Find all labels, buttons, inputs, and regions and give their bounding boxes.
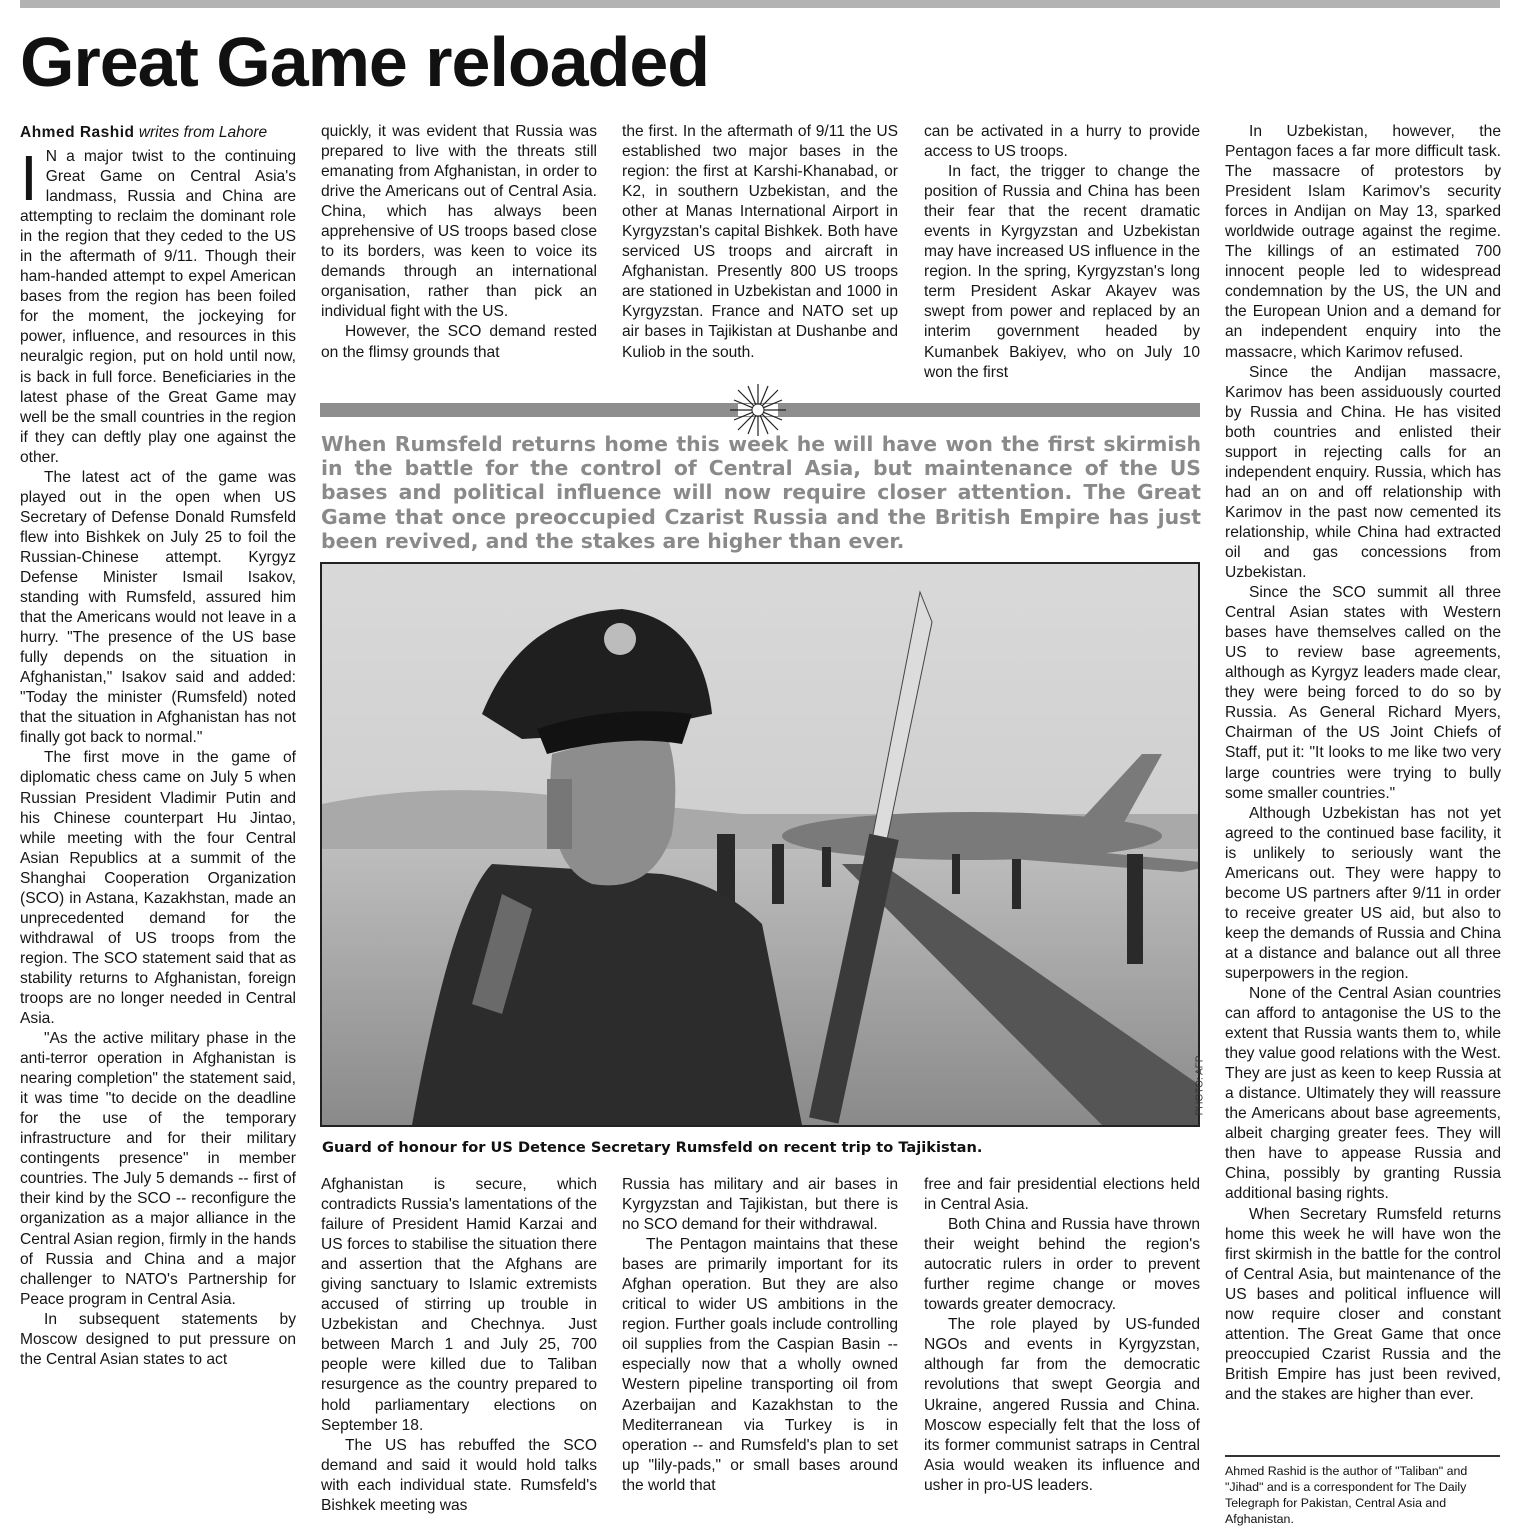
news-photo [320,562,1200,1127]
paragraph: None of the Central Asian countries can afford to antagonise the US to the extent that Russia wants them to, while they value good relations with the West. They are just as keen to keep Russia at a distance. Ultimately they will reassure the Americans about base agreements, albeit charging greater fees. They will then have to appease Russia and China, possibly by granting Russia additional basing rights. [1225,985,1501,1203]
column-4-bottom [924,1175,1200,1496]
top-rule [20,0,1500,8]
column-2-top [321,122,597,363]
paragraph: The role played by US-funded NGOs and events in Kyrgyzstan, although far from the democratic revolutions that swept Georgia and Ukraine, angered Russia and China. Moscow especially felt that the loss of its former communist satraps in Central Asia would weaken its influence and usher in pro-US leaders. [924,1316,1200,1494]
column-3-top [622,122,898,363]
paragraph: Afghanistan is secure, which contradicts Russia's lamentations of the failure of President Hamid Karzai and US forces to stabilise the situation there and assertion that the Afghans are giving sanctuary to Islamic extremists accused of stirring up trouble in Uzbekistan and Chechnya. Just between March 1 and July 25, 700 people were killed due to Taliban resurgence as the country prepared to hold parliamentary elections on September 18. [321,1176,597,1434]
paragraph: The Pentagon maintains that these bases are primarily important for its Afghan operation. But they are also critical to wider US ambitions in the region. Further goals include controlling oil supplies from the Caspian Basin -- especially now that a wholly owned Western pipeline transporting oil from Azerbaijan and Kazakhstan to the Mediterranean via Turkey is in operation -- and Rumsfeld's plan to set up "lily-pads," or small bases around the world that [622,1236,898,1494]
paragraph: the first. In the aftermath of 9/11 the US established two major bases in the region: the first at Karshi-Khanabad, or K2, in southern Uzbekistan, and the other at Manas International Airport in Kyrgyzstan's capital Bishkek. Both have serviced US troops and aircraft in Afghanistan. Presently 800 US troops are stationed in Uzbekistan and 1000 in Kyrgyzstan. France and NATO set up air bases in Tajikistan at Dushanbe and Kuliob in the south. [622,123,898,361]
paragraph: When Secretary Rumsfeld returns home this week he will have won the first skirmish in the battle for the control of Central Asia, but maintenance of the US bases and political influence will now require closer and constant attention. The Great Game that once preoccupied Czarist Russia and the British Empire has just been revived, and the stakes are higher than ever. [1225,1205,1501,1403]
photo-caption: Guard of honour for US Detence Secretary Rumsfeld on recent trip to Tajikistan. [322,1139,983,1156]
paragraph: free and fair presidential elections held in Central Asia. [924,1176,1200,1214]
pullquote: When Rumsfeld returns home this week he will have won the first skirmish in the battle for the control of Central Asia, but maintenance of the US bases and political influence will now require closer attention. The Great Game that once preoccupied Czarist Russia and the British Empire has just been revived, and the stakes are higher than ever. [321,432,1201,553]
paragraph: quickly, it was evident that Russia was prepared to live with the threats still emanating from Afghanistan, in order to drive the Americans out of Central Asia. China, which has always been apprehensive of US troops based close to its borders, was keen to voice its demands through an international organisation, rather than pick an individual fight with the US. [321,123,597,321]
paragraph: The latest act of the game was played out in the open when US Secretary of Defense Donald Rumsfeld flew into Bishkek on July 25 to foil the Russian-Chinese attempt. Kyrgyz Defense Minister Ismail Isakov, standing with Rumsfeld, assured him that the Americans would not leave in a hurry. "The presence of the US base fully depends on the situation in Afghanistan," Isakov said and added: "Today the minister (Rumsfeld) noted that the situation in Afghanistan has not finally got back to normal." [20,468,296,747]
paragraph: In Uzbekistan, however, the Pentagon faces a far more difficult task. The massacre of protestors by President Islam Karimov's security forces in Andijan on May 13, sparked worldwide outrage against the regime. The killings of an estimated 700 innocent people led to widespread condemnation by the US, the UN and the European Union and a demand for an independent enquiry into the massacre, which Karimov refused. [1225,123,1501,361]
column-1 [20,123,296,1370]
paragraph: N a major twist to the continuing Great Game on Central Asia's landmass, Russia and China are attempting to reclaim the dominant role in the region that they ceded to the US in the aftermath of 9/11. Though their ham-handed attempt to expel American bases from the region has been foiled for the moment, the jockeying for power, influence, and resources in this neuralgic region, put on hold until now, is back in full force. Beneficiaries in the latest phase of the Great Game may well be the small countries in the region if they can deftly play one against the other. [20,148,296,466]
author-name: Ahmed Rashid [20,124,135,141]
byline [20,123,296,143]
photo-credit: PHOTO: AFP [1194,1055,1206,1116]
column-5 [1225,122,1501,1405]
paragraph: Although Uzbekistan has not yet agreed to the continued base facility, it is unlikely to seriously want the Americans out. They were happy to become US partners after 9/11 in order to receive greater US aid, but also to keep the demands of Russia and China at a distance and balance out all three superpowers in the region. [1225,804,1501,982]
column-2-bottom [321,1175,597,1516]
byline-location: writes from Lahore [138,124,268,141]
paragraph: Since the Andijan massacre, Karimov has been assiduously courted by Russia and China. He has visited both countries and enlisted their support in rejecting calls for an independent enquiry. Russia, which has had an on and off relationship with Karimov in the past now cemented its relationship, while China had extracted oil and gas concessions from Uzbekistan. [1225,363,1501,582]
paragraph: The US has rebuffed the SCO demand and said it would hold talks with each individual state. Rumsfeld's Bishkek meeting was [321,1436,597,1514]
paragraph: Russia has military and air bases in Kyrgyzstan and Tajikistan, but there is no SCO demand for their withdrawal. [622,1176,898,1234]
paragraph: The first move in the game of diplomatic chess came on July 5 when Russian President Vladimir Putin and his Chinese counterpart Hu Jintao, while meeting with the four Central Asian Republics at a summit of the Shanghai Cooperation Organization (SCO) in Astana, Kazakhstan, made an unprecedented demand for the withdrawal of US troops from the region. The SCO statement said that as stability returns to Afghanistan, foreign troops are no longer needed in Central Asia. [20,749,296,1028]
drop-cap: I [20,142,38,214]
paragraph: In fact, the trigger to change the position of Russia and China has been their fear that the recent dramatic events in Kyrgyzstan and Uzbekistan may have increased US influence in the region. In the spring, Kyrgyzstan's long term President Askar Akayev was swept from power and replaced by an interim government headed by Kumanbek Bakiyev, who on July 10 won the first [924,163,1200,381]
author-bio: Ahmed Rashid is the author of "Taliban" and "Jihad" and is a correspondent for The Daily Telegraph for Pakistan, Central Asia and Afghanistan. [1225,1464,1468,1526]
paragraph: Both China and Russia have thrown their weight behind the region's autocratic rulers in order to prevent further regime change or moves towards greater democracy. [924,1216,1200,1314]
starburst-icon [722,382,794,438]
paragraph: In subsequent statements by Moscow designed to put pressure on the Central Asian states to act [20,1310,296,1368]
paragraph: can be activated in a hurry to provide access to US troops. [924,123,1200,161]
headline: Great Game reloaded [20,23,710,101]
column-4-top [924,122,1200,383]
paragraph: Since the SCO summit all three Central Asian states with Western bases have themselves called on the US to review base agreements, although as Kyrgyz leaders made clear, they were being forced to do so by Russia. As General Richard Myers, Chairman of the US Joint Chiefs of Staff, put it: "It looks to me like two very large countries were trying to bully some smaller countries." [1225,584,1501,802]
bio-rule [1225,1455,1500,1457]
photo-illustration [322,564,1198,1125]
column-3-bottom [622,1175,898,1496]
paragraph: "As the active military phase in the anti-terror operation in Afghanistan is nearing completion" the statement said, it was time "to decide on the deadline for the use of the temporary infrastructure and for their military contingents presence" in member countries. The July 5 demands -- first of their kind by the SCO -- reconfigure the organization as a major alliance in the Central Asian region, firmly in the hands of Russia and China and a major challenger to NATO's Partnership for Peace program in Central Asia. [20,1030,296,1308]
paragraph: However, the SCO demand rested on the flimsy grounds that [321,323,597,361]
